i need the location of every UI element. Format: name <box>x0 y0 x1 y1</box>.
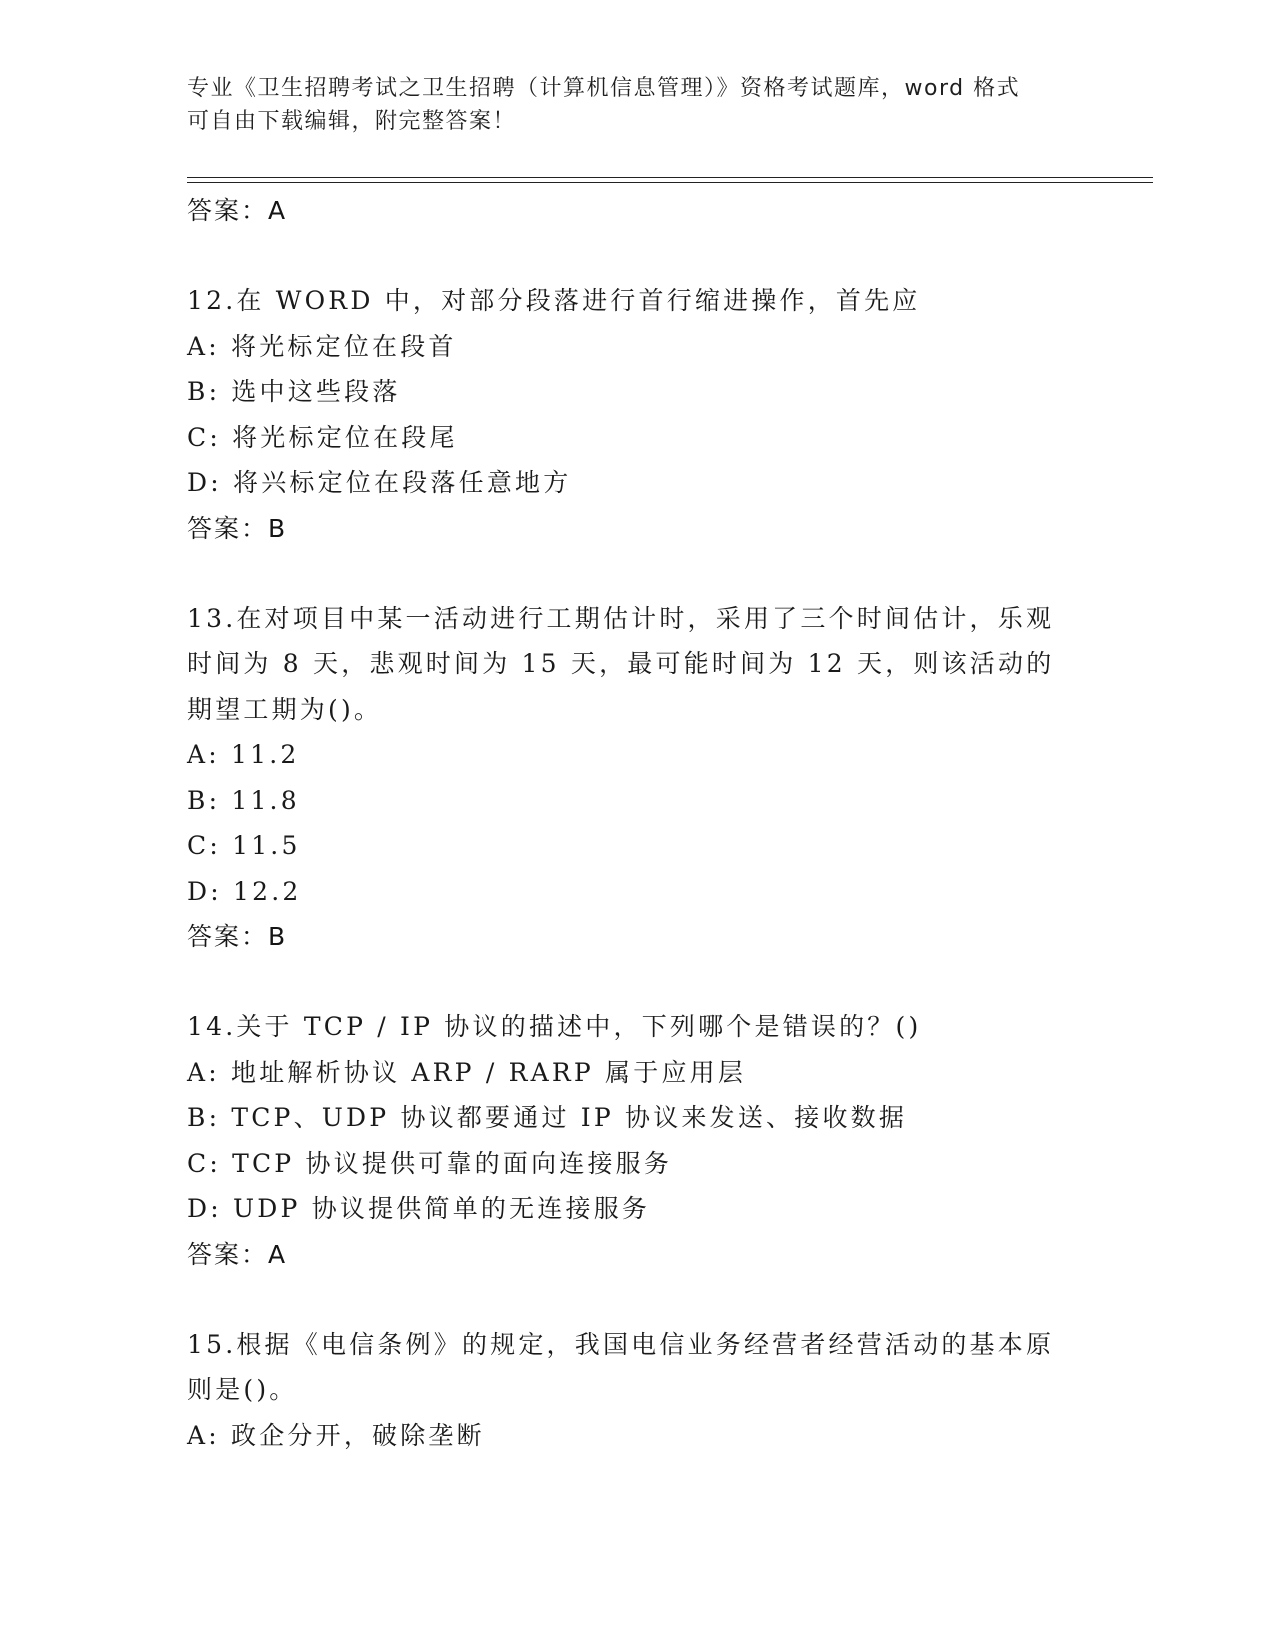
question-text: 13.在对项目中某一活动进行工期估计时，采用了三个时间估计，乐观时间为 8 天，悲观时间为 15 天，最可能时间为 12 天，则该活动的期望工期为()。 <box>187 603 1055 724</box>
option-d: D: 12.2 <box>187 876 302 906</box>
question-list <box>187 188 1107 1458</box>
option-b: B: 选中这些段落 <box>187 377 401 406</box>
answer-line: 答案：A <box>187 1239 288 1269</box>
option-a: A: 政企分开，破除垄断 <box>187 1420 485 1450</box>
option-b: B: TCP、UDP 协议都要通过 IP 协议来发送、接收数据 <box>187 1103 908 1132</box>
option-c: C: 11.5 <box>187 831 301 860</box>
header-line-2: 可自由下载编辑，附完整答案！ <box>187 109 517 134</box>
option-a: A: 11.2 <box>187 740 300 769</box>
answer-line: 答案：B <box>187 513 288 543</box>
question-text: 14.关于 TCP / IP 协议的描述中，下列哪个是错误的？() <box>187 1012 922 1041</box>
question-15 <box>187 1322 1107 1459</box>
option-d: D: UDP 协议提供简单的无连接服务 <box>187 1194 651 1223</box>
question-13 <box>187 596 1107 961</box>
answer-line: 答案：B <box>187 922 288 951</box>
option-a: A: 地址解析协议 ARP / RARP 属于应用层 <box>187 1057 747 1087</box>
answer-line: 答案：A <box>187 196 288 225</box>
option-b: B: 11.8 <box>187 785 300 815</box>
option-d: D: 将兴标定位在段落任意地方 <box>187 468 572 497</box>
option-c: C: TCP 协议提供可靠的面向连接服务 <box>187 1148 673 1178</box>
header-divider-secondary <box>187 182 1153 183</box>
header-line-1: 专业《卫生招聘考试之卫生招聘（计算机信息管理）》资格考试题库，word 格式 <box>187 76 1021 101</box>
option-a: A: 将光标定位在段首 <box>187 331 457 361</box>
question-12 <box>187 278 1107 552</box>
header-divider <box>187 177 1153 178</box>
question-text: 15.根据《电信条例》的规定，我国电信业务经营者经营活动的基本原则是()。 <box>187 1329 1055 1404</box>
option-c: C: 将光标定位在段尾 <box>187 422 458 452</box>
question-text: 12.在 WORD 中，对部分段落进行首行缩进操作，首先应 <box>187 286 921 315</box>
question-14 <box>187 1004 1107 1278</box>
document-header <box>187 72 1067 138</box>
